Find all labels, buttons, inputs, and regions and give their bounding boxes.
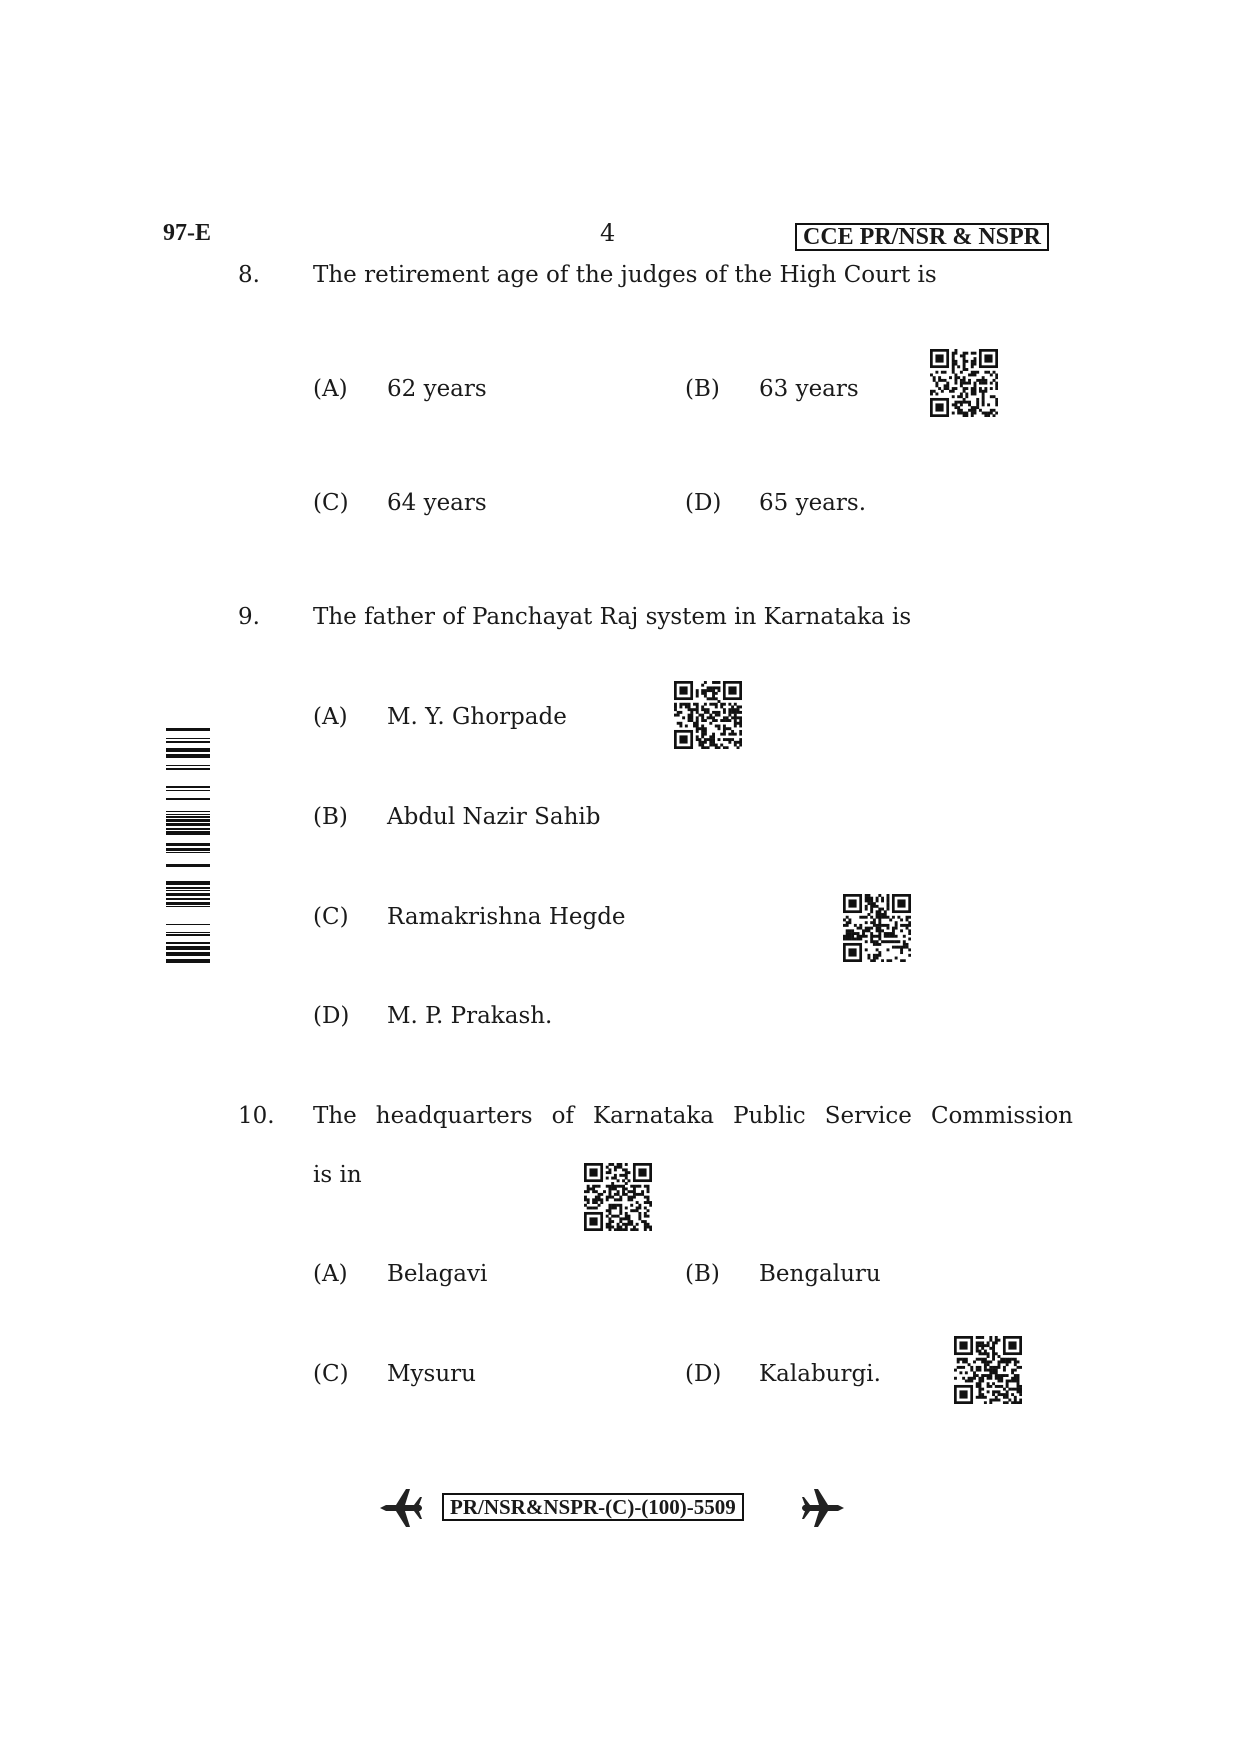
q10-option-a-label: (A) — [313, 1261, 348, 1287]
airplane-icon — [378, 1487, 424, 1529]
q8-option-c-text: 64 years — [387, 490, 487, 516]
q10-option-b-text: Bengaluru — [759, 1261, 881, 1287]
q9-option-b-text: Abdul Nazir Sahib — [387, 804, 601, 830]
question-9-text: The father of Panchayat Raj system in Karnataka is — [313, 604, 912, 630]
qr-code-icon — [584, 1163, 652, 1231]
q10-option-d-label: (D) — [685, 1361, 722, 1387]
q8-option-a-text: 62 years — [387, 376, 487, 402]
q8-option-d-text: 65 years. — [759, 490, 867, 516]
page-number: 4 — [600, 219, 616, 247]
q8-option-b-text: 63 years — [759, 376, 859, 402]
q10-option-d-text: Kalaburgi. — [759, 1361, 881, 1387]
q10-word: Karnataka — [593, 1103, 715, 1129]
qr-code-icon — [954, 1336, 1022, 1404]
airplane-icon — [800, 1487, 846, 1529]
q10-word: The — [313, 1103, 357, 1129]
qr-code-icon — [843, 894, 911, 962]
q9-option-c-text: Ramakrishna Hegde — [387, 904, 626, 930]
question-8-number: 8. — [238, 262, 260, 288]
q10-option-c-label: (C) — [313, 1361, 349, 1387]
q9-option-d-text: M. P. Prakash. — [387, 1003, 553, 1029]
paper-code-left: 97-E — [163, 220, 211, 246]
question-10-number: 10. — [238, 1103, 275, 1129]
q10-word: Public — [733, 1103, 806, 1129]
question-10-text-line2: is in — [313, 1162, 362, 1188]
q10-word: Commission — [930, 1103, 1073, 1129]
q9-option-a-label: (A) — [313, 704, 348, 730]
q8-option-c-label: (C) — [313, 490, 349, 516]
q8-option-b-label: (B) — [685, 376, 720, 402]
q10-word: headquarters — [375, 1103, 533, 1129]
q9-option-d-label: (D) — [313, 1003, 350, 1029]
question-10-text-line1 — [313, 1103, 1073, 1129]
q10-word: of — [551, 1103, 574, 1129]
q10-option-c-text: Mysuru — [387, 1361, 476, 1387]
q9-option-b-label: (B) — [313, 804, 348, 830]
qr-code-icon — [674, 681, 742, 749]
q8-option-d-label: (D) — [685, 490, 722, 516]
q10-option-b-label: (B) — [685, 1261, 720, 1287]
q10-word: Service — [824, 1103, 912, 1129]
question-8-text: The retirement age of the judges of the High Court is — [313, 262, 937, 288]
q9-option-a-text: M. Y. Ghorpade — [387, 704, 567, 730]
footer-code: PR/NSR&NSPR-(C)-(100)-5509 — [442, 1493, 744, 1521]
barcode-icon — [166, 725, 210, 965]
qr-code-icon — [930, 349, 998, 417]
paper-code-right: CCE PR/NSR & NSPR — [795, 223, 1049, 251]
q10-option-a-text: Belagavi — [387, 1261, 488, 1287]
q8-option-a-label: (A) — [313, 376, 348, 402]
question-9-number: 9. — [238, 604, 260, 630]
q9-option-c-label: (C) — [313, 904, 349, 930]
